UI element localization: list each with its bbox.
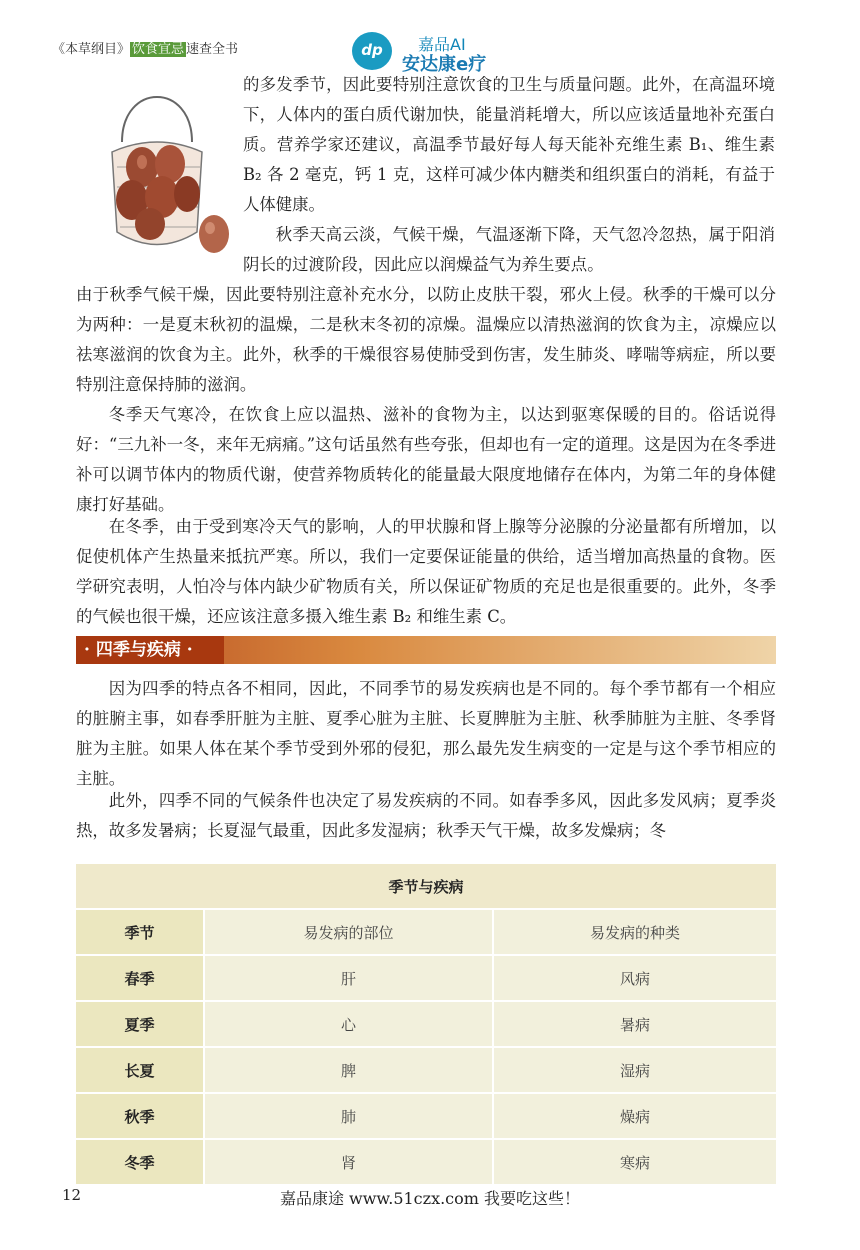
table-cell-season: 夏季 [76,1002,205,1048]
season-disease-table [76,864,776,1186]
paragraph-summer-cont: 的多发季节，因此要特别注意饮食的卫生与质量问题。此外，在高温环境下，人体内的蛋白质代谢加快，能量消耗增大，所以应该适量地补充蛋白质。营养学家还建议，高温季节最好每人每天能补充维生素 B₁、维生素 B₂ 各 2 毫克，钙 1 克，这样可减少体内糖类和组织蛋白的消耗，有益于人体健康。 [243,75,775,214]
table-cell-site: 心 [205,1002,494,1048]
table-cell-site: 肾 [205,1140,494,1186]
paragraph-season-organs: 因为四季的特点各不相同，因此，不同季节的易发疾病也是不同的。每个季节都有一个相应的脏腑主事，如春季肝脏为主脏、夏季心脏为主脏、长夏脾脏为主脏、秋季肺脏为主脏、冬季肾脏为主脏。如果人体在某个季节受到外邪的侵犯，那么最先发生病变的一定是与这个季节相应的主脏。 [76,679,776,788]
table-header-site: 易发病的部位 [205,910,494,956]
paragraph-season-diseases: 此外，四季不同的气候条件也决定了易发疾病的不同。如春季多风，因此多发风病；夏季炎热，故多发暑病；长夏湿气最重，因此多发湿病；秋季天气干燥，故多发燥病；冬 [76,791,776,840]
paragraph-winter: 冬季天气寒冷，在饮食上应以温热、滋补的食物为主，以达到驱寒保暖的目的。俗话说得好：“三九补一冬，来年无病痛。”这句话虽然有些夸张，但却也有一定的道理。这是因为在冬季进补可以调节体内的物质代谢，使营养物质转化的能量最大限度地储存在体内，为第二年的身体健康打好基础。 [76,405,776,514]
table-cell-type: 湿病 [494,1048,776,1094]
watermark-logo [352,32,492,75]
header-highlight: 饮食宜忌 [132,42,185,57]
table-cell-site: 肝 [205,956,494,1002]
paragraph-autumn-body: 由于秋季气候干燥，因此要特别注意补充水分，以防止皮肤干裂，邪火上侵。秋季的干燥可以分为两种：一是夏末秋初的温燥，二是秋末冬初的凉燥。温燥应以清热滋润的饮食为主，凉燥应以祛寒滋润的饮食为主。此外，秋季的干燥很容易使肺受到伤害，发生肺炎、哮喘等病症，所以要特别注意保持肺的滋润。 [76,285,776,394]
table-row [76,956,776,1002]
table-header-row [76,910,776,956]
table-cell-type: 燥病 [494,1094,776,1140]
table-row [76,1002,776,1048]
table-cell-season: 冬季 [76,1140,205,1186]
table-header-season: 季节 [76,910,205,956]
logo-badge-icon: dp [352,32,392,70]
table-cell-season: 秋季 [76,1094,205,1140]
paragraph-winter-nutrition: 在冬季，由于受到寒冷天气的影响，人的甲状腺和肾上腺等分泌腺的分泌量都有所增加，以促使机体产生热量来抵抗严寒。所以，我们一定要保证能量的供给，适当增加高热量的食物。医学研究表明，人怕冷与体内缺少矿物质有关，所以保证矿物质的充足也是很重要的。此外，冬季的气候也很干燥，还应该注意多摄入维生素 B₂ 和维生素 C。 [76,517,776,626]
table-row [76,1140,776,1186]
section-title: · 四季与疾病 · [76,636,224,664]
header-book-title: 《本草纲目》 [52,42,131,57]
table-row [76,1048,776,1094]
table-cell-season: 长夏 [76,1048,205,1094]
table-cell-site: 肺 [205,1094,494,1140]
table-row [76,1094,776,1140]
running-header [52,38,238,57]
egg-basket-image [82,72,232,262]
table-cell-type: 风病 [494,956,776,1002]
table-caption: 季节与疾病 [76,864,776,910]
page-number: 12 [62,1186,82,1204]
footer-text: 嘉品康途 www.51czx.com 我要吃这些！ [279,1189,581,1208]
table-cell-type: 暑病 [494,1002,776,1048]
table-cell-site: 脾 [205,1048,494,1094]
header-rest: 速查全书 [186,42,239,57]
paragraph-autumn-intro: 秋季天高云淡，气候干燥，气温逐渐下降，天气忽冷忽热，属于阳消阴长的过渡阶段，因此应以润燥益气为养生要点。 [243,225,775,274]
table-cell-season: 春季 [76,956,205,1002]
table-cell-type: 寒病 [494,1140,776,1186]
logo-line1: 嘉品AI [418,35,466,54]
table-header-type: 易发病的种类 [494,910,776,956]
logo-line2: 安达康e疗 [402,54,487,75]
